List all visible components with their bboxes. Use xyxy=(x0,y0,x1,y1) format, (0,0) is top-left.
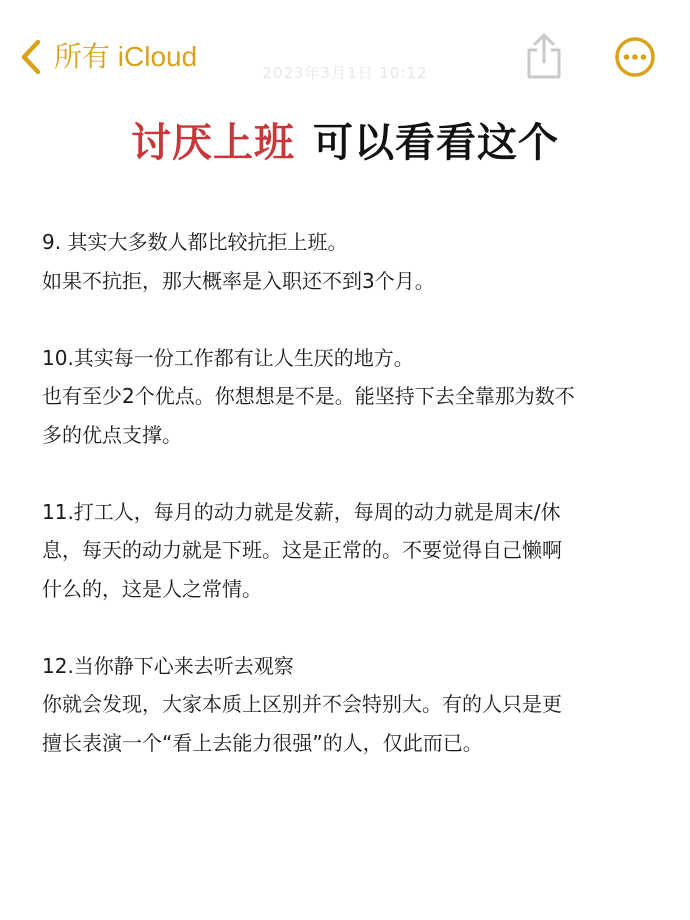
blank-line xyxy=(42,608,662,647)
blank-line xyxy=(42,454,662,493)
more-button[interactable] xyxy=(614,36,656,78)
note-line: 也有至少2个优点。你想想是不是。能坚持下去全靠那为数不 xyxy=(42,384,575,408)
share-icon xyxy=(522,32,566,82)
note-timestamp: 2023年3月1日 10:12 xyxy=(262,64,428,82)
ellipsis-circle-icon xyxy=(614,36,656,78)
note-title-rest: 可以看看这个 xyxy=(313,120,559,166)
note-line: 11.打工人，每月的动力就是发薪，每周的动力就是周末/休 xyxy=(42,499,561,524)
note-line: 你就会发现，大家本质上区别并不会特别大。有的人只是更 xyxy=(42,692,562,716)
note-body[interactable] xyxy=(42,223,662,762)
note-line: 10.其实每一份工作都有让人生厌的地方。 xyxy=(42,345,414,370)
note-line: 如果不抗拒，那大概率是入职还不到3个月。 xyxy=(42,268,435,293)
note-line: 什么的，这是人之常情。 xyxy=(42,576,262,601)
note-line: 12.当你静下心来去听去观察 xyxy=(42,653,294,678)
note-title xyxy=(0,113,690,173)
note-title-highlight: 讨厌上班 xyxy=(131,120,295,166)
note-line: 息，每天的动力就是下班。这是正常的。不要觉得自己懒啊 xyxy=(42,538,562,562)
note-line: 多的优点支撑。 xyxy=(42,422,182,447)
back-label: 所有 iCloud xyxy=(54,41,198,72)
nav-bar xyxy=(0,0,690,110)
note-line: 擅长表演一个“看上去能力很强”的人，仅此而已。 xyxy=(42,730,483,755)
note-line: 9. 其实大多数人都比较抗拒上班。 xyxy=(42,230,348,254)
blank-line xyxy=(42,300,662,339)
share-button[interactable] xyxy=(522,32,566,82)
